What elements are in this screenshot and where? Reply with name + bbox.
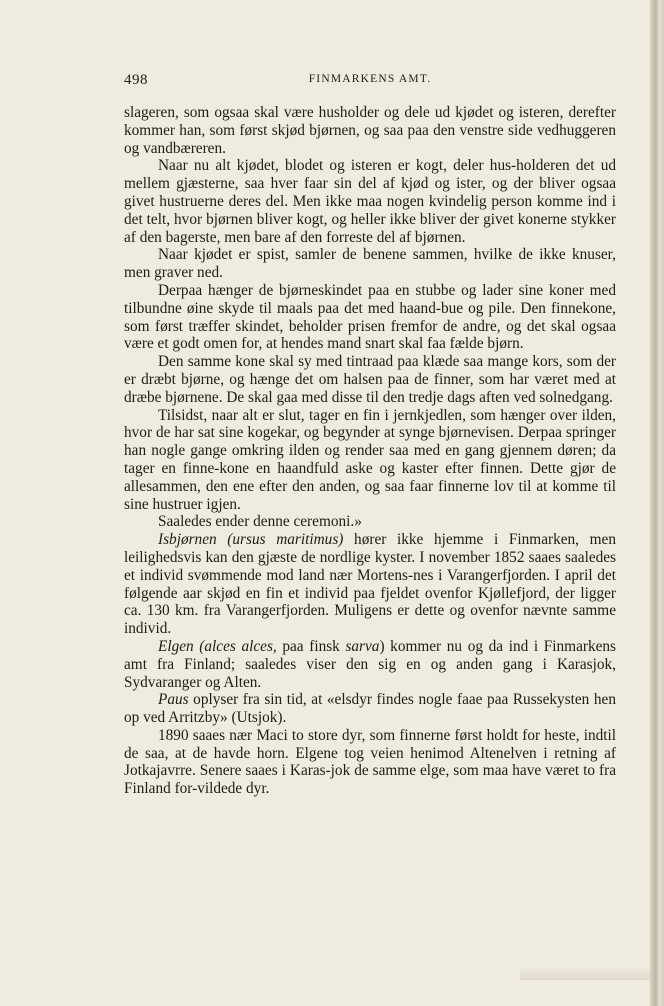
page-shadow [520, 968, 650, 980]
paragraph-elgen [124, 638, 616, 691]
paragraph-text: paa finsk [276, 637, 346, 655]
paragraph-text: oplyser fra sin tid, at «elsdyr findes nogle faae paa Russekysten hen op ved Arritzby» (Utsjok). [124, 691, 616, 727]
paragraph: Naar nu alt kjødet, blodet og isteren er kogt, deler hus-holderen det ud mellem gjæsterne, saa hver faar sin del af kjød og ister, og der bliver ogsaa givet hustruerne deres del. Men ikke maa nogen kvindelig person komme ind i det telt, hvor bjørnen bliver kogt, og heller ikke bliver der givet konerne stykker af den bagerste, men bare af den forreste del af bjørnen. [124, 157, 616, 246]
paragraph-isbjornen [124, 531, 616, 638]
species-name: Elgen (alces alces, [158, 637, 277, 655]
author-name: Paus [158, 691, 189, 709]
page-header [124, 72, 616, 94]
paragraph: 1890 saaes nær Maci to store dyr, som finnerne først holdt for heste, indtil de saa, at de havde horn. Elgene tog veien henimod Altenelven i retning af Jotkajavrre. Senere saaes i Karas-jok de samme elge, som maa have været to fra Finland for-vildede dyr. [124, 726, 616, 798]
species-name: Isbjørnen (ursus maritimus) [158, 531, 344, 549]
paragraph: Saaledes ender denne ceremoni.» [158, 513, 362, 531]
paragraph-continued: slageren, som ogsaa skal være husholder og dele ud kjødet og isteren, derefter kommer han, som først skjød bjørnen, og saa paa den venstre side vedhuggeren og vandbæreren. [124, 104, 616, 157]
paragraph: Derpaa hænger de bjørneskindet paa en stubbe og lader sine koner med tilbundne øine skyde til maals paa det med haand-bue og pile. Den finnekone, som først træffer skindet, beholder prisen fremfor de andre, og det skal ogsaa være et godt omen for, at hendes mand snart skal faa fælde bjørn. [124, 281, 616, 353]
finnish-name: sarva [345, 637, 380, 655]
page-edge [650, 0, 664, 1006]
paragraph-text: hører ikke hjemme i Finmarken, men leilighedsvis kan den gjæste de nordlige kyster. I november 1852 saaes saaledes et individ svømmende mod land nær Mortens-nes i Varangerfjorden. I april det følgende aar skjød en fin et individ paa fjeldet ovenfor Kjøllefjord, der ligger ca. 130 km. fra Varangerfjorden. Muligens er dette og ovenfor nævnte samme individ. [124, 531, 616, 638]
page-number: 498 [124, 72, 148, 88]
paragraph: Den samme kone skal sy med tintraad paa klæde saa mange kors, som der er dræbt bjørne, og hænge det om halsen paa de finner, som har været med at dræbe bjørnene. De skal gaa med disse til den tredje dags aften ved solnedgang. [124, 353, 616, 406]
paragraph-text: ) kommer nu og da ind i Finmarkens amt fra Finland; saaledes viser den sig en og anden gang i Karasjok, Sydvaranger og Alten. [124, 637, 617, 691]
running-head: FINMARKENS AMT. [308, 73, 432, 85]
paragraph-paus [124, 691, 616, 727]
body-text [124, 104, 616, 798]
paragraph: Tilsidst, naar alt er slut, tager en fin i jernkjedlen, som hænger over ilden, hvor de har sat sine kogekar, og begynder at synge bjørnevisen. Derpaa springer han nogle gange omkring ilden og render saa med en gang gjennem døren; da tager en finne-kone en haandfuld aske og kaster efter finnen. Dette gjør de allesammen, den ene efter den anden, og saa faar finnerne lov til at komme til sine hustruer igjen. [124, 406, 616, 513]
paragraph: Naar kjødet er spist, samler de benene sammen, hvilke de ikke knuser, men graver ned. [124, 246, 616, 282]
